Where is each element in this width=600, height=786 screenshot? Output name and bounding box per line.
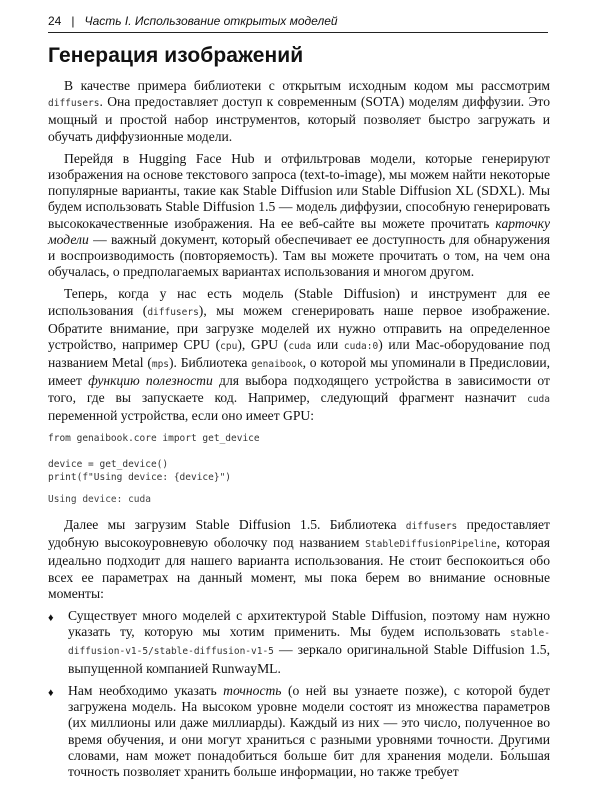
list-item: ♦ Нам необходимо указать точность (о ней вы узнаете позже), с которой будет загружена модель. На высоком уровне модели состоят из множества параметров (их миллионы или даже миллиарды). Каждый из них — это число, полученное во время обучения, и они могут храниться с разными уровнями точности. Другими словами, нам может понадобиться больше бит для хранения модели. Бо́льшая точность позволяет хранить больше информации, но также требует bbox=[48, 682, 550, 779]
emphasis-model-card: карточку модели bbox=[48, 215, 550, 247]
list-item: ♦ Существует много моделей с архитектурой Stable Diffusion, поэтому нам нужно указать ту, которую мы хотим применить. Мы будем использовать stable-diffusion-v1-5/stable-diffusion-v1-5 — зеркало оригинальной Stable Diffusion 1.5, выпущенной компанией RunwayML. bbox=[48, 608, 550, 676]
section-title: Генерация изображений bbox=[48, 44, 304, 67]
code-line: device = get_device() bbox=[48, 459, 169, 471]
code-output: Using device: cuda bbox=[48, 494, 151, 506]
paragraph-hub: Перейдя в Hugging Face Hub и отфильтровав модели, которые генерируют изображения на основе текстового запроса (text-to-image), мы можем найти некоторые популярные варианты, такие как Stable Diffusion или Stable Diffusion XL (SDXL). Мы будем использовать Stable Diffusion 1.5 — модель диффузии, способную генерировать высококачественные изображения. На ее веб-сайте вы можете прочитать карточку модели — важный документ, который обеспечивает ее доступность для обнаружения и воспроизводимость (повторяемость). Там вы можете прочитать о том, на чем она обучалась, о предполагаемых вариантах использования и многом другом. bbox=[48, 150, 550, 280]
inline-code: diffusers bbox=[48, 98, 100, 110]
chapter-title: Часть I. Использование открытых моделей bbox=[84, 14, 338, 28]
paragraph-intro: В качестве примера библиотеки с открытым исходным кодом мы рассмотрим diffusers. Она предоставляет доступ к современным (SOTA) моделям диффузии. Это мощный и простой набор инструментов, который позволяет быстро загружать и обучать диффузионные модели. bbox=[48, 78, 550, 144]
paragraph-pipeline: Далее мы загрузим Stable Diffusion 1.5. Библиотека diffusers предоставляет удобную высокоуровневую оболочку под названием StableDiffusionPipeline, которая идеально подходит для нашего варианта использования. Не стоит беспокоиться обо всех ее параметрах на данный момент, мы пока берем во внимание основные моменты: bbox=[48, 517, 550, 601]
code-line: from genaibook.core import get_device bbox=[48, 433, 260, 445]
paragraph-device: Теперь, когда у нас есть модель (Stable Diffusion) и инструмент для ее использования (diffusers), мы можем сгенерировать наше первое изображение. Обратите внимание, при загрузке моделей их нужно отправить на определенное устройство, например CPU (cpu), GPU (cuda или cuda:0) или Mac-оборудование под названием Metal (mps). Библиотека genaibook, о которой мы упоминали в Предисловии, имеет функцию полезности для выбора подходящего устройства в зависимости от того, где вы запускаете код. Например, следующий фрагмент назначит cuda переменной устройства, если оно имеет GPU: bbox=[48, 286, 551, 423]
code-line: print(f"Using device: {device}") bbox=[48, 472, 232, 484]
header-separator: | bbox=[71, 14, 75, 28]
running-header bbox=[48, 14, 548, 33]
page-content bbox=[48, 78, 550, 786]
diamond-bullet-icon: ♦ bbox=[48, 612, 54, 625]
bullet-list bbox=[48, 608, 550, 780]
emphasis-utility-function: функцию полезности bbox=[88, 373, 213, 389]
diamond-bullet-icon: ♦ bbox=[48, 686, 54, 699]
code-block bbox=[48, 432, 550, 484]
page-number: 24 bbox=[48, 14, 62, 28]
